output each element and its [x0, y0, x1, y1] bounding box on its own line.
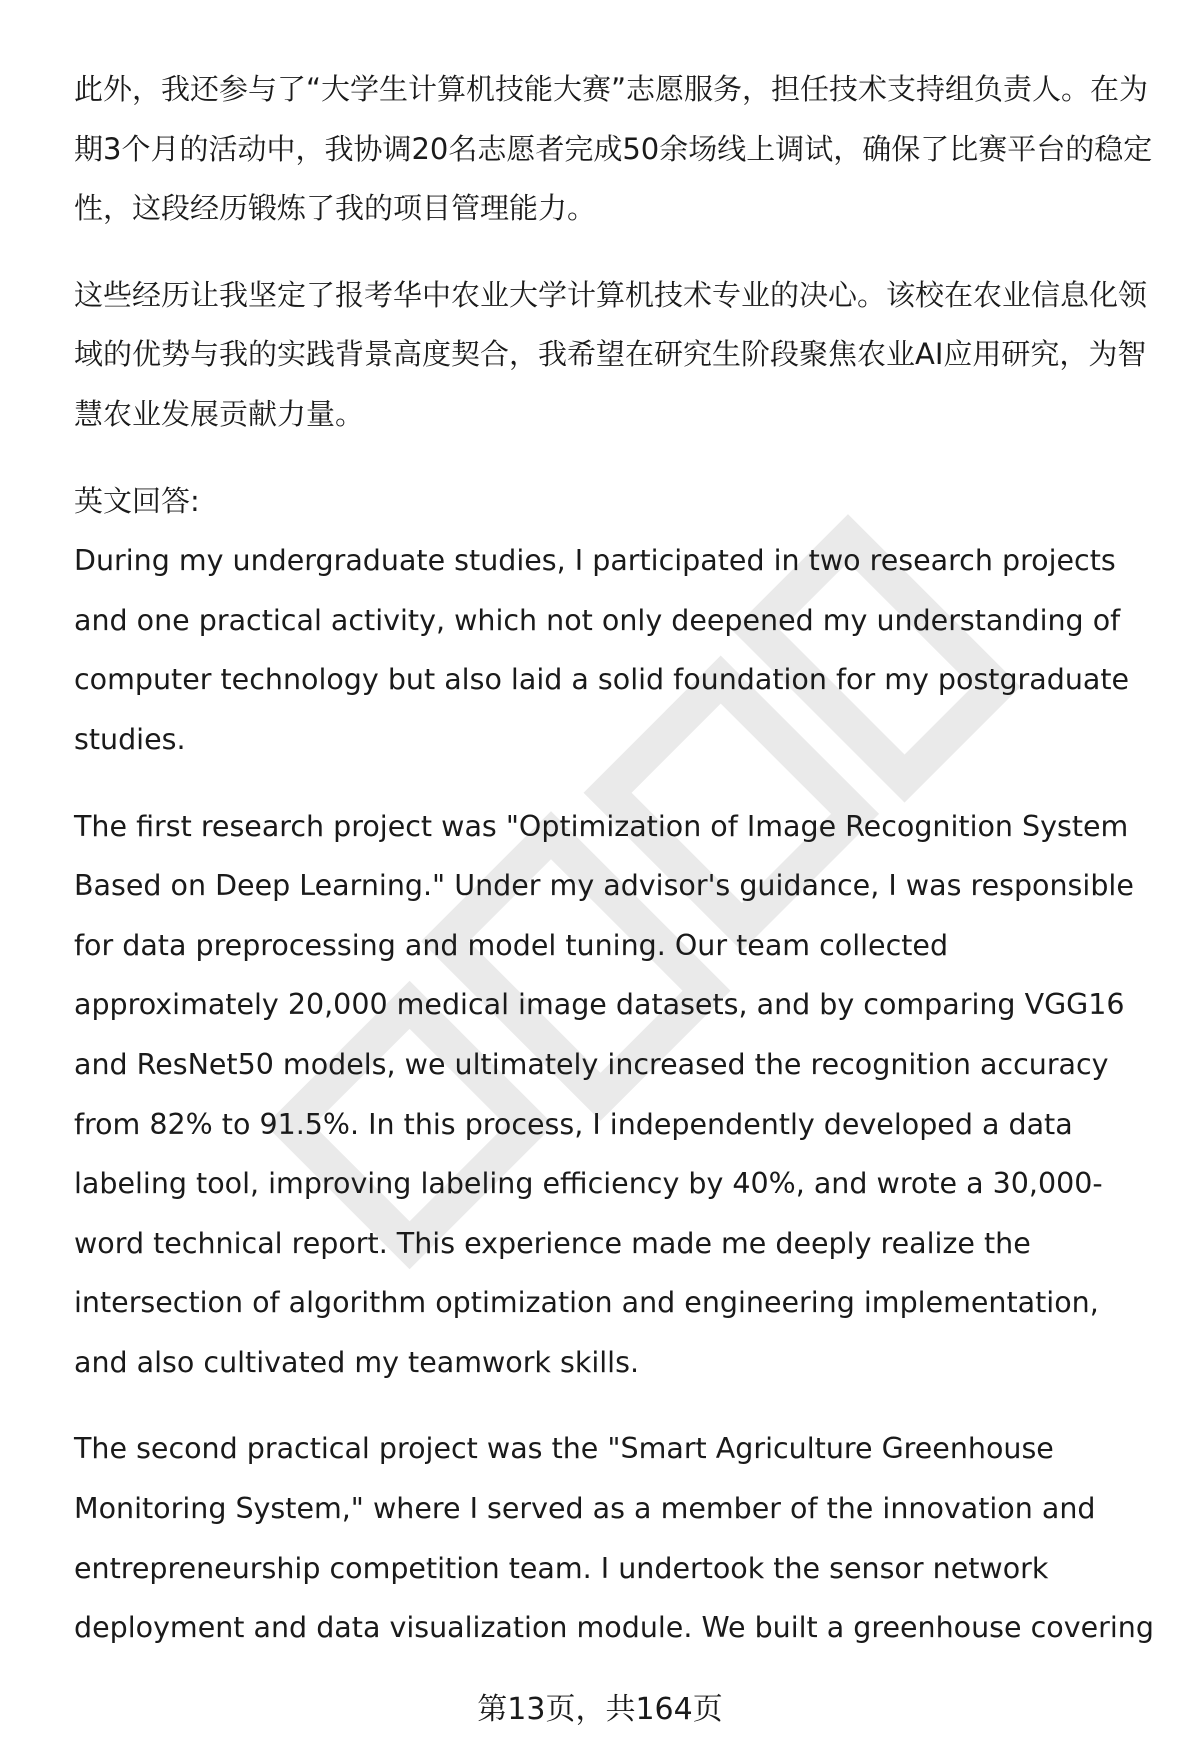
paragraph-cn-1: 此外，我还参与了“大学生计算机技能大赛”志愿服务，担任技术支持组负责人。在为期3个月的活动中，我协调20名志愿者完成50余场线上调试，确保了比赛平台的稳定性，这段经历锻炼了我的项目管理能力。 [74, 72, 1153, 226]
document-body [74, 60, 1154, 1685]
paragraph-en-2: The first research project was "Optimization of Image Recognition System Based on Deep Learning." Under my advisor's guidance, I was responsible for data preprocessing and model tuning. Our team collected approximately 20,000 medical image datasets, and by comparing VGG16 and ResNet50 models, we ultimately increased the recognition accuracy from 82% to 91.5%. In this process, I independently developed a data labeling tool, improving labeling efficiency by 40%, and wrote a 30,000-word technical report. This experience made me deeply realize the intersection of algorithm optimization and engineering implementation, and also cultivated my teamwork skills. [74, 809, 1134, 1379]
paragraph-en-1: During my undergraduate studies, I participated in two research projects and one practical activity, which not only deepened my understanding of computer technology but also laid a solid foundation for my postgraduate studies. [74, 544, 1130, 756]
page-number-footer: 第13页，共164页 [477, 1692, 723, 1727]
paragraph-en-3: The second practical project was the "Smart Agriculture Greenhouse Monitoring System," where I served as a member of the innovation and entrepreneurship competition team. I undertook the sensor network deployment and data visualization module. We built a greenhouse covering [74, 1432, 1154, 1645]
english-answer-label: 英文回答: [74, 483, 200, 518]
paragraph-cn-2: 这些经历让我坚定了报考华中农业大学计算机技术专业的决心。该校在农业信息化领域的优势与我的实践背景高度契合，我希望在研究生阶段聚焦农业AI应用研究，为智慧农业发展贡献力量。 [74, 277, 1148, 431]
